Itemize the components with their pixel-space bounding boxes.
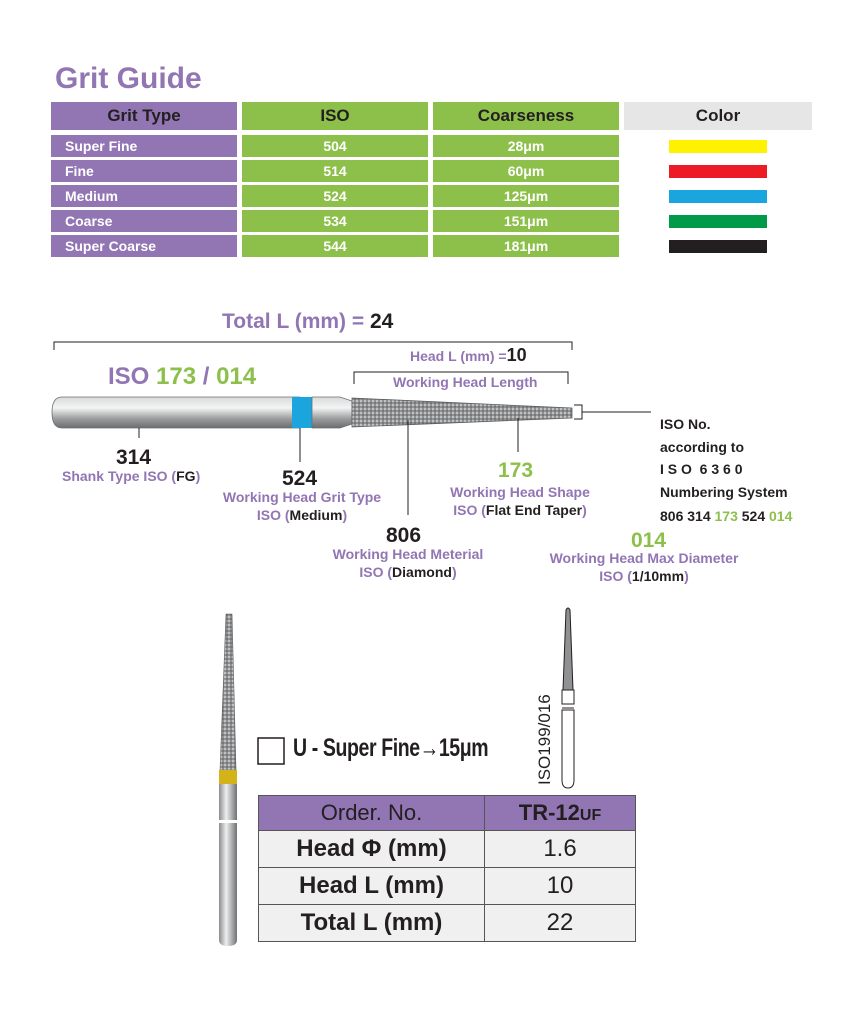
material-label-text: ISO ( (359, 564, 393, 580)
head-length-label (410, 345, 527, 366)
product-iso-side-label: ISO199/016 (535, 694, 554, 785)
iso-shape-code: 173 (156, 363, 197, 390)
grit-type: Super Coarse (51, 235, 237, 257)
iso-prefix: ISO (108, 363, 150, 390)
outline-bur-icon (562, 608, 574, 788)
grit-number: 524 (282, 467, 318, 490)
diameter-label-line1: Working Head Max Diameter (549, 550, 739, 566)
material-label-line2 (318, 563, 498, 581)
header-color: Color (624, 102, 812, 130)
material-label-value: Diamond (392, 564, 452, 580)
grit-label (213, 488, 391, 524)
iso-no-code (660, 505, 792, 528)
diameter-label-close: ) (684, 568, 689, 584)
grit-coarseness: 28μm (433, 135, 619, 157)
shank-label (62, 467, 200, 485)
total-length-text: Total L (mm) = (222, 310, 365, 333)
order-number-value (485, 796, 636, 831)
order-table (258, 795, 636, 942)
grit-coarseness: 181μm (433, 235, 619, 257)
iso-code-part: 524 (741, 508, 766, 524)
spec-key: Total L (mm) (259, 905, 485, 942)
grit-type: Fine (51, 160, 237, 182)
spec-key: Head Φ (mm) (259, 831, 485, 868)
total-length-value: 24 (370, 310, 394, 333)
grit-iso: 514 (242, 160, 428, 182)
grit-type: Super Fine (51, 135, 237, 157)
grit-label-line2 (213, 506, 391, 524)
shape-number: 173 (498, 459, 534, 482)
horizontal-bur (52, 397, 572, 428)
shank-label-close: ) (195, 468, 201, 484)
header-coarseness: Coarseness (433, 102, 619, 130)
order-number-main: TR-12 (518, 800, 580, 825)
shape-label-value: Flat End Taper (485, 502, 583, 518)
iso-no-line: Numbering System (660, 483, 788, 500)
diameter-label-text: ISO ( (599, 568, 632, 584)
diameter-label (536, 549, 752, 585)
grit-checkbox[interactable] (258, 738, 284, 764)
order-number-label: Order. No. (259, 796, 485, 831)
iso-no-line: according to (660, 438, 745, 455)
material-number: 806 (386, 524, 422, 547)
diameter-label-line2 (536, 567, 752, 585)
iso-code-part: 173 (714, 508, 738, 524)
table-row (259, 905, 636, 942)
iso-no-line: I S O 6 3 6 0 (660, 461, 743, 477)
diameter-number: 014 (631, 529, 667, 552)
shape-label-line1: Working Head Shape (450, 484, 590, 500)
spec-value: 10 (485, 868, 636, 905)
header-grit-type: Grit Type (51, 102, 237, 130)
iso-diameter-code: 014 (216, 363, 257, 390)
material-label-line1: Working Head Meterial (332, 546, 484, 562)
grit-label-close: ) (342, 507, 348, 523)
page-title: Grit Guide (55, 62, 202, 95)
material-label (318, 545, 498, 581)
table-row (259, 868, 636, 905)
grit-iso: 544 (242, 235, 428, 257)
grit-coarseness: 125μm (433, 185, 619, 207)
grit-type: Coarse (51, 210, 237, 232)
head-length-value: 10 (506, 345, 527, 365)
iso-code-part: 014 (769, 508, 793, 524)
order-table-header (259, 796, 636, 831)
shank-label-value: FG (176, 468, 196, 484)
grit-iso: 504 (242, 135, 428, 157)
diameter-leader (574, 405, 651, 419)
spec-key: Head L (mm) (259, 868, 485, 905)
product-grit-label: U - Super Fine→15μm (293, 734, 489, 762)
total-length-label (222, 310, 393, 334)
grit-iso: 524 (242, 185, 428, 207)
head-length-text: Head L (mm) = (410, 348, 507, 364)
iso-separator: / (202, 363, 210, 390)
grit-iso: 534 (242, 210, 428, 232)
shank-number: 314 (116, 446, 152, 469)
iso-code-title (108, 363, 256, 391)
shape-label-text: ISO ( (453, 502, 486, 518)
grit-coarseness: 60μm (433, 160, 619, 182)
iso-code-part: 806 (660, 508, 684, 524)
grit-label-line1: Working Head Grit Type (222, 489, 382, 505)
spec-value: 1.6 (485, 831, 636, 868)
iso-code-part: 314 (687, 508, 711, 524)
iso-no-line: ISO No. (660, 416, 711, 432)
grit-coarseness: 151μm (433, 210, 619, 232)
order-number-suffix: UF (579, 807, 602, 824)
grit-label-value: Medium (289, 507, 343, 523)
table-row (259, 831, 636, 868)
grit-label-text: ISO ( (256, 507, 290, 523)
vertical-bur-left (219, 614, 237, 946)
working-head-length-label: Working Head Length (393, 374, 538, 390)
grit-type: Medium (51, 185, 237, 207)
material-label-close: ) (451, 564, 457, 580)
shape-label-close: ) (582, 502, 587, 518)
header-iso: ISO (242, 102, 428, 130)
spec-value: 22 (485, 905, 636, 942)
shank-label-text: Shank Type ISO ( (62, 468, 177, 484)
shape-label-line2 (438, 501, 602, 519)
iso-number-block (660, 413, 792, 528)
shape-label (438, 483, 602, 519)
diameter-label-value: 1/10mm (631, 568, 685, 584)
